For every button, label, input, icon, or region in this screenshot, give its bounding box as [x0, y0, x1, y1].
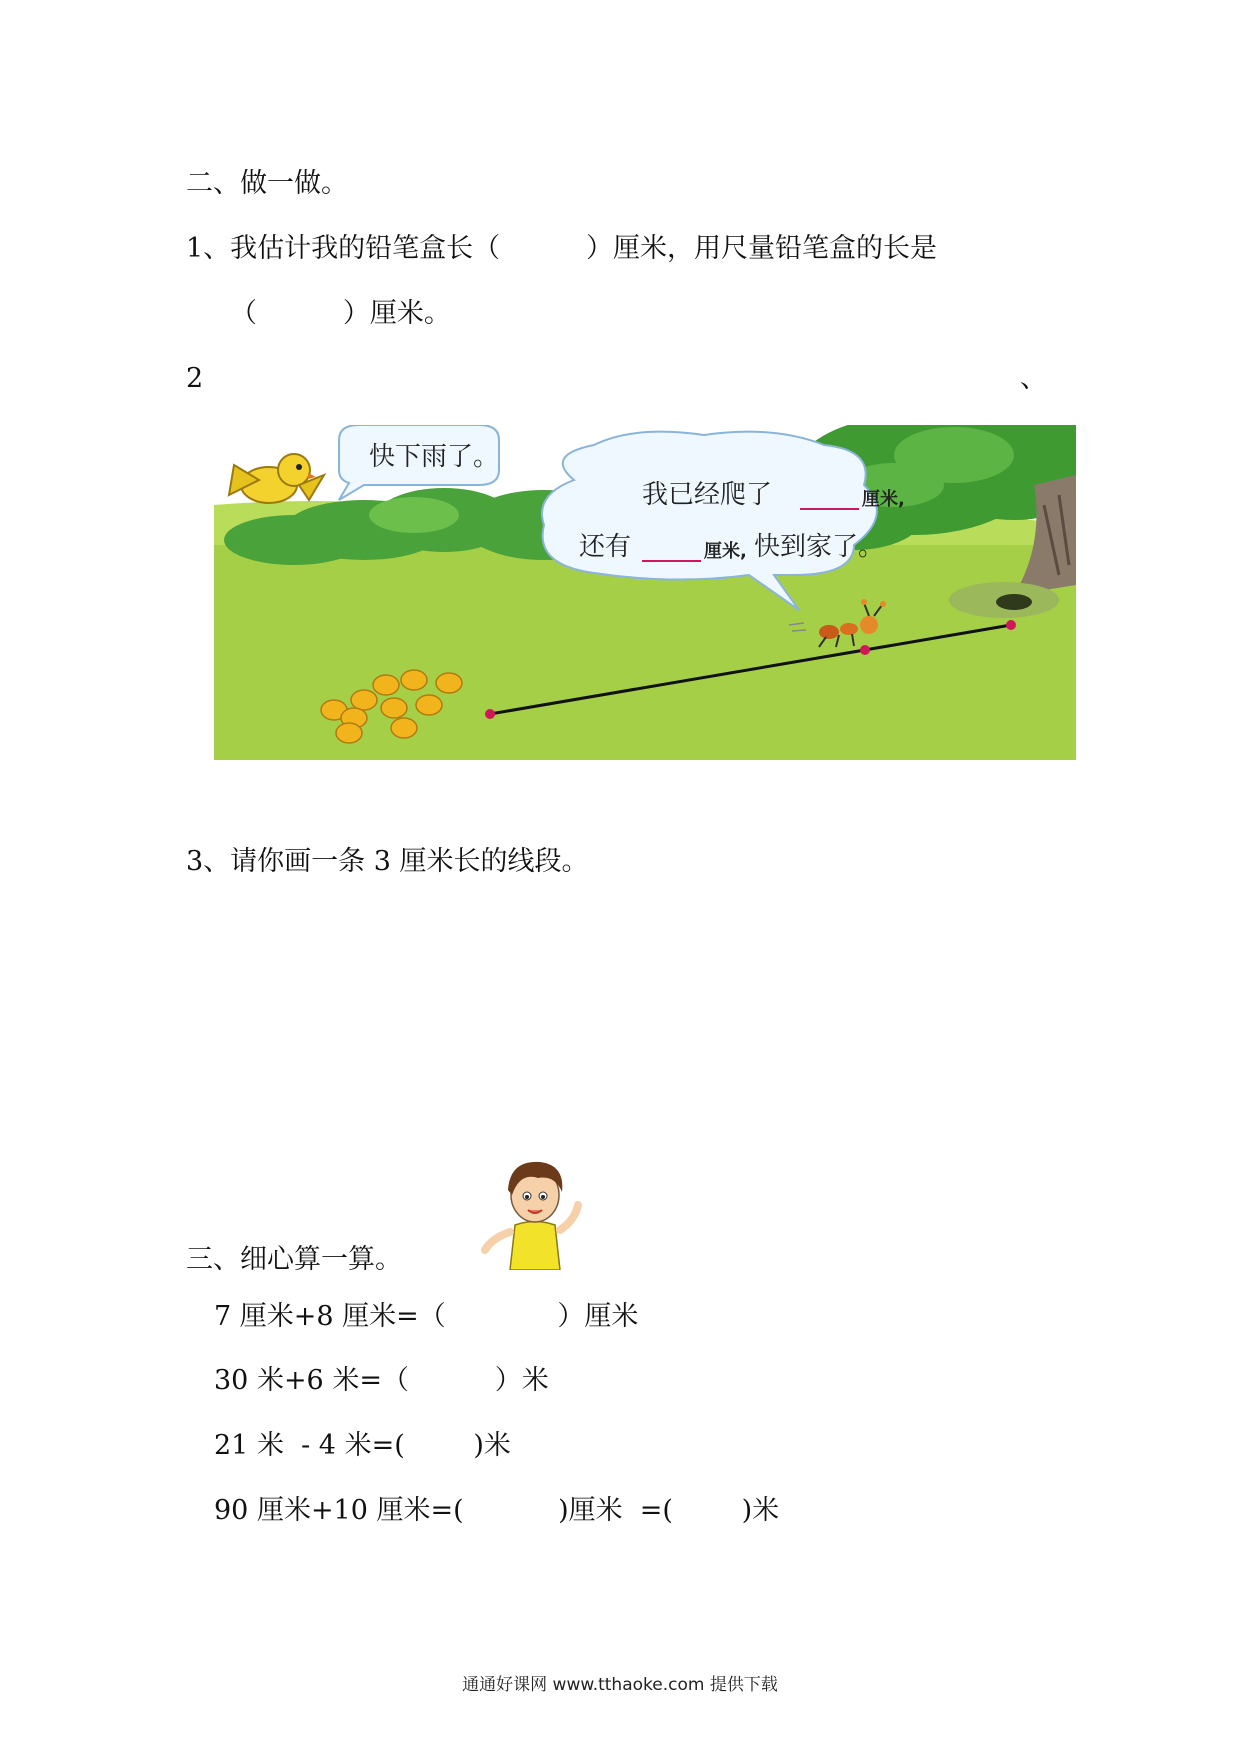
- segment-start-dot: [485, 709, 495, 719]
- section3-heading: 三、细心算一算。: [186, 1244, 402, 1275]
- question-1-line1: 1、我估计我的铅笔盒长（ ）厘米，用尺量铅笔盒的长是: [186, 233, 938, 264]
- segment-mid-dot: [860, 645, 870, 655]
- footer-credit: 通通好课网 www.tthaoke.com 提供下载: [462, 1675, 778, 1695]
- calc-line-1: 7 厘米+8 厘米=（ ）厘米: [214, 1301, 639, 1332]
- ant-illustration: [214, 425, 1076, 760]
- segment-end-dot: [1006, 620, 1016, 630]
- ant-bubble-line1-start: 我已经爬了: [642, 480, 773, 510]
- boy-icon: [480, 1150, 590, 1270]
- question-3: 3、请你画一条 3 厘米长的线段。: [186, 846, 589, 877]
- calc-line-4: 90 厘米+10 厘米=( )厘米 =( )米: [214, 1495, 780, 1526]
- section2-heading: 二、做一做。: [186, 168, 348, 199]
- calc-line-2: 30 米+6 米=（ ）米: [214, 1365, 549, 1396]
- question-1-line2: （ ）厘米。: [230, 298, 451, 329]
- bird-bubble-text: 快下雨了。: [369, 442, 500, 472]
- question-2-mark: 、: [1020, 363, 1047, 394]
- ant-bubble-line2-start: 还有: [579, 532, 632, 562]
- calc-line-3: 21 米 - 4 米=( )米: [214, 1430, 511, 1461]
- ant-bubble-line1-end: 厘米,: [862, 489, 905, 510]
- ant-bubble-line2-unit: 厘米,: [704, 541, 747, 562]
- question-2-number: 2: [186, 363, 204, 394]
- ant-bubble-line2-end: 快到家了。: [754, 532, 885, 562]
